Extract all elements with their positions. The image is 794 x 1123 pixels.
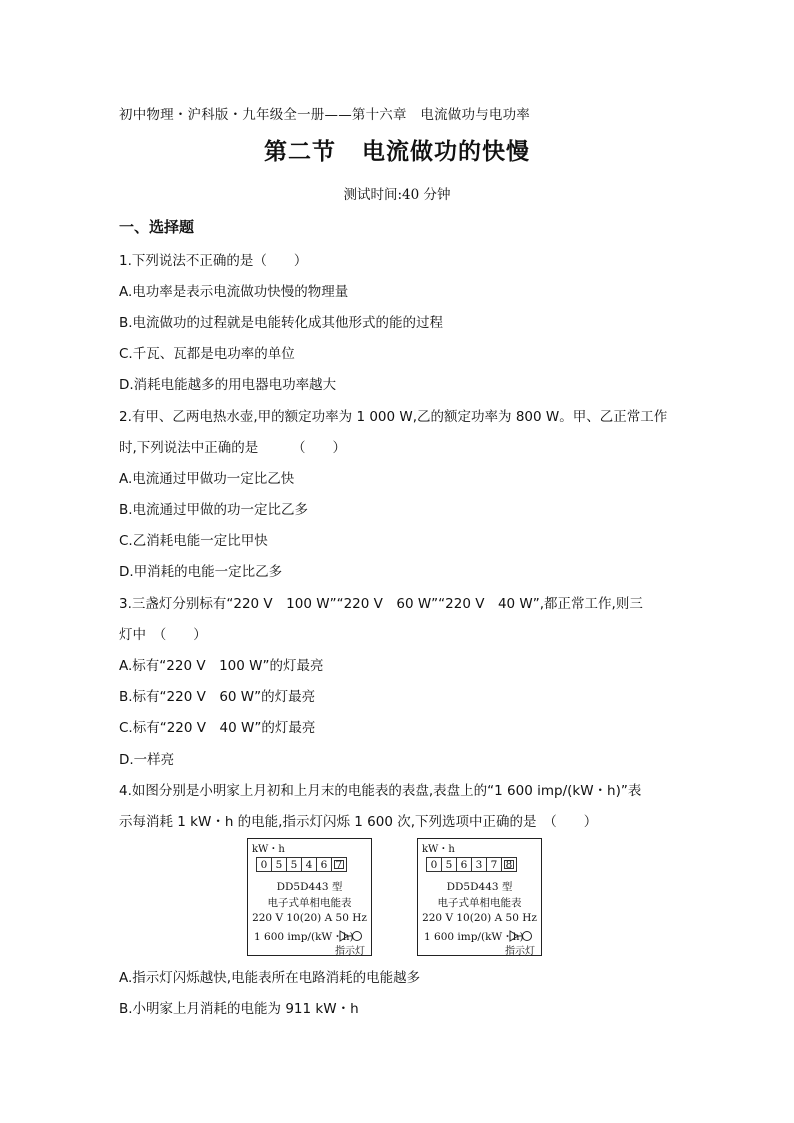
meter-digit-decimal: 7	[331, 857, 347, 872]
meter-impulse-rate: 1 600 imp/(kW・h)	[424, 931, 524, 943]
course-breadcrumb: 初中物理・沪科版・九年级全一册——第十六章 电流做功与电功率	[119, 107, 530, 123]
page-title	[0, 133, 794, 166]
meter-impulse-rate: 1 600 imp/(kW・h)	[254, 931, 354, 943]
test-duration: 测试时间:40 分钟	[343, 187, 451, 203]
question-1-option-d: D.消耗电能越多的用电器电功率越大	[119, 377, 337, 393]
section-heading: 一、选择题	[119, 218, 195, 236]
meter-unit-label: kW・h	[422, 844, 455, 855]
meter-digit: 6	[316, 857, 332, 872]
question-4-stem-line-1: 4.如图分别是小明家上月初和上月末的电能表的表盘,表盘上的“1 600 imp/(kW・h)”表	[119, 783, 642, 799]
question-1-option-a: A.电功率是表示电流做功快慢的物理量	[119, 284, 349, 300]
meter-digit: 7	[486, 857, 502, 872]
question-3-stem-line-2: 灯中 （ ）	[119, 627, 207, 643]
title-section-number: 第二节	[264, 139, 336, 165]
question-2-option-c: C.乙消耗电能一定比甲快	[119, 533, 268, 549]
question-3-option-a: A.标有“220 V 100 W”的灯最亮	[119, 658, 324, 674]
meter-digit-decimal: 8	[501, 857, 517, 872]
meter-digit-window	[427, 857, 517, 872]
meter-digit-window	[257, 857, 347, 872]
question-3-stem-line-1: 3.三盏灯分别标有“220 V 100 W”“220 V 60 W”“220 V 40 W”,都正常工作,则三	[119, 596, 643, 612]
title-section-name: 电流做功的快慢	[362, 139, 530, 165]
indicator-lamp-label: 指示灯	[505, 946, 535, 957]
meter-model: DD5D443 型	[446, 881, 513, 893]
meter-digit: 0	[256, 857, 272, 872]
question-2-option-a: A.电流通过甲做功一定比乙快	[119, 471, 295, 487]
question-2-stem-line-2: 时,下列说法中正确的是 （ ）	[119, 440, 347, 456]
question-4-option-a: A.指示灯闪烁越快,电能表所在电路消耗的电能越多	[119, 970, 421, 986]
indicator-lamp-icon	[509, 930, 533, 942]
meter-digit: 5	[286, 857, 302, 872]
question-2-option-b: B.电流通过甲做的功一定比乙多	[119, 502, 309, 518]
question-4-option-b: B.小明家上月消耗的电能为 911 kW・h	[119, 1001, 359, 1017]
question-3-option-c: C.标有“220 V 40 W”的灯最亮	[119, 720, 316, 736]
meter-digit: 3	[471, 857, 487, 872]
energy-meter-figure	[0, 838, 794, 958]
energy-meter-end-of-month	[417, 838, 542, 956]
indicator-lamp-label: 指示灯	[335, 946, 365, 957]
meter-name: 电子式单相电能表	[267, 897, 352, 909]
meter-digit: 4	[301, 857, 317, 872]
meter-digit: 5	[441, 857, 457, 872]
question-3-option-b: B.标有“220 V 60 W”的灯最亮	[119, 689, 316, 705]
question-2-option-d: D.甲消耗的电能一定比乙多	[119, 564, 283, 580]
question-1-option-b: B.电流做功的过程就是电能转化成其他形式的能的过程	[119, 315, 444, 331]
energy-meter-start-of-month	[247, 838, 372, 956]
question-2-stem-line-1: 2.有甲、乙两电热水壶,甲的额定功率为 1 000 W,乙的额定功率为 800 W。甲、乙正常工作	[119, 409, 668, 425]
meter-unit-label: kW・h	[252, 844, 285, 855]
meter-name: 电子式单相电能表	[437, 897, 522, 909]
indicator-lamp-icon	[339, 930, 363, 942]
meter-digit: 5	[271, 857, 287, 872]
meter-digit: 6	[456, 857, 472, 872]
question-1-option-c: C.千瓦、瓦都是电功率的单位	[119, 346, 295, 362]
meter-digit: 0	[426, 857, 442, 872]
question-1-stem: 1.下列说法不正确的是（ ）	[119, 253, 308, 269]
meter-model: DD5D443 型	[276, 881, 343, 893]
meter-spec: 220 V 10(20) A 50 Hz	[422, 912, 537, 924]
meter-spec: 220 V 10(20) A 50 Hz	[252, 912, 367, 924]
question-3-option-d: D.一样亮	[119, 752, 175, 768]
question-4-stem-line-2: 示每消耗 1 kW・h 的电能,指示灯闪烁 1 600 次,下列选项中正确的是 （ ）	[119, 814, 598, 830]
